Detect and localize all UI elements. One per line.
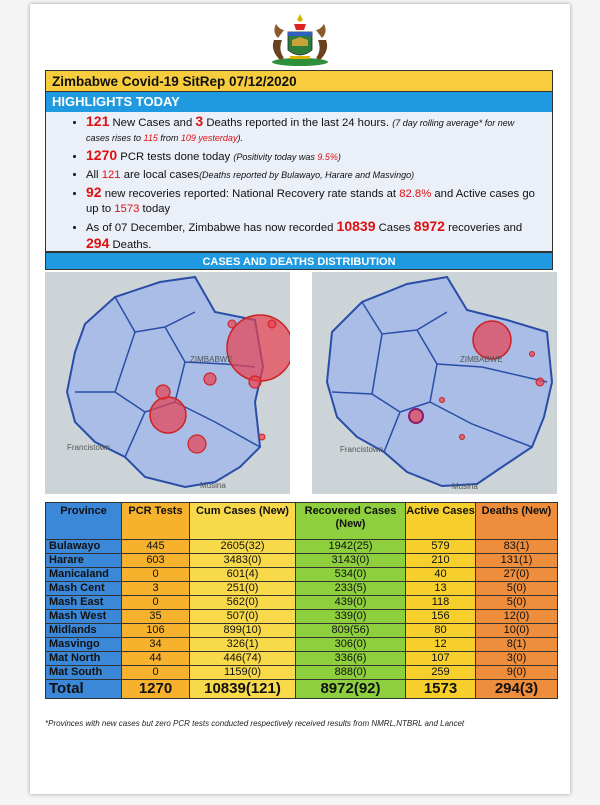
cell-active: 156 — [406, 610, 476, 624]
report-title: Zimbabwe Covid-19 SitRep 07/12/2020 — [45, 70, 553, 92]
text: Deaths. — [109, 238, 152, 251]
cumulative-cases: 10839 — [336, 218, 376, 234]
cell-deaths: 83(1) — [476, 540, 558, 554]
cases-map — [45, 272, 290, 494]
total-pcr: 1270 — [122, 680, 190, 699]
local-cases-count: 121 — [101, 168, 121, 181]
header-deaths: Deaths (New) — [476, 503, 558, 540]
note: (Deaths reported by Bulawayo, Harare and Masvingo) — [199, 169, 415, 180]
text: today — [139, 202, 171, 215]
deaths-map — [312, 272, 557, 494]
text: recoveries and — [444, 222, 523, 234]
pcr-tests-count: 1270 — [86, 147, 118, 163]
text: PCR tests done today — [117, 151, 234, 163]
cell-deaths: 5(0) — [476, 582, 558, 596]
table-row — [46, 596, 558, 610]
cell-province: Bulawayo — [46, 540, 122, 554]
new-recoveries-count: 92 — [86, 184, 102, 200]
cell-recovered: 439(0) — [296, 596, 406, 610]
coat-of-arms — [260, 10, 340, 68]
cumulative-deaths: 294 — [86, 234, 110, 251]
table-total-row — [46, 680, 558, 699]
cell-province: Masvingo — [46, 638, 122, 652]
header-province: Province — [46, 503, 122, 540]
bubble-harare — [227, 315, 290, 381]
cell-cum-cases: 446(74) — [190, 652, 296, 666]
country-outline — [327, 277, 552, 486]
text: Deaths reported in the last 24 hours. — [203, 117, 393, 129]
label-country: ZIMBABWE — [190, 355, 233, 364]
cell-recovered: 534(0) — [296, 568, 406, 582]
note: from — [157, 132, 181, 143]
distribution-heading: CASES AND DEATHS DISTRIBUTION — [45, 252, 553, 270]
highlight-local-cases — [86, 168, 540, 183]
cell-pcr-tests: 35 — [122, 610, 190, 624]
cell-active: 259 — [406, 666, 476, 680]
cell-pcr-tests: 34 — [122, 638, 190, 652]
cell-deaths: 27(0) — [476, 568, 558, 582]
cell-pcr-tests: 0 — [122, 666, 190, 680]
highlight-pcr-tests — [86, 148, 540, 165]
cell-cum-cases: 562(0) — [190, 596, 296, 610]
cell-cum-cases: 251(0) — [190, 582, 296, 596]
cell-recovered: 888(0) — [296, 666, 406, 680]
cell-recovered: 336(6) — [296, 652, 406, 666]
bubble-mat-south — [188, 435, 206, 453]
cell-cum-cases: 3483(0) — [190, 554, 296, 568]
cell-pcr-tests: 445 — [122, 540, 190, 554]
cell-active: 107 — [406, 652, 476, 666]
table-row — [46, 554, 558, 568]
table-row — [46, 652, 558, 666]
cell-province: Harare — [46, 554, 122, 568]
table-row — [46, 624, 558, 638]
table-header-row — [46, 503, 558, 540]
new-cases-count: 121 — [86, 113, 110, 129]
cell-recovered: 339(0) — [296, 610, 406, 624]
cell-province: Mash West — [46, 610, 122, 624]
cell-active: 210 — [406, 554, 476, 568]
total-label: Total — [46, 680, 122, 699]
rolling-average-now: 115 — [143, 132, 158, 143]
note: (Positivity today was — [233, 152, 318, 162]
table-row — [46, 610, 558, 624]
cell-recovered: 3143(0) — [296, 554, 406, 568]
bubble-mash-east-deaths — [530, 352, 535, 357]
cell-recovered: 1942(25) — [296, 540, 406, 554]
table-row — [46, 638, 558, 652]
table-row — [46, 568, 558, 582]
cell-deaths: 10(0) — [476, 624, 558, 638]
cell-active: 80 — [406, 624, 476, 638]
cell-cum-cases: 326(1) — [190, 638, 296, 652]
cell-province: Mat South — [46, 666, 122, 680]
cell-pcr-tests: 3 — [122, 582, 190, 596]
cell-recovered: 306(0) — [296, 638, 406, 652]
total-recovered: 8972(92) — [296, 680, 406, 699]
text: New Cases and — [109, 117, 196, 129]
country-outline — [67, 277, 263, 487]
cell-cum-cases: 2605(32) — [190, 540, 296, 554]
table-row — [46, 582, 558, 596]
bubble-bulawayo-deaths — [409, 409, 423, 423]
bubble-midlands-deaths — [440, 398, 445, 403]
total-deaths: 294(3) — [476, 680, 558, 699]
cumulative-recoveries: 8972 — [413, 218, 445, 234]
label-country: ZIMBABWE — [460, 355, 503, 364]
header-pcr-tests: PCR Tests — [122, 503, 190, 540]
sitrep-page — [30, 4, 570, 794]
text: and Active cases go up to — [86, 188, 535, 215]
bubble-mat-north — [156, 385, 170, 399]
cell-pcr-tests: 44 — [122, 652, 190, 666]
text: new recoveries reported: National Recovery rate stands at — [101, 188, 400, 200]
cell-pcr-tests: 0 — [122, 596, 190, 610]
note: (7 day rolling average* for new cases rises to — [86, 118, 515, 143]
text: are local cases — [120, 168, 200, 181]
note: ). — [237, 132, 243, 143]
label-francistown: Francistown — [340, 445, 384, 454]
cell-recovered: 809(56) — [296, 624, 406, 638]
cell-deaths: 9(0) — [476, 666, 558, 680]
cell-active: 40 — [406, 568, 476, 582]
recovery-rate: 82.8% — [399, 188, 432, 200]
table-body — [46, 540, 558, 680]
cell-cum-cases: 507(0) — [190, 610, 296, 624]
label-francistown: Francistown — [67, 443, 111, 452]
highlights-heading: HIGHLIGHTS TODAY — [45, 92, 553, 112]
footnote: *Provinces with new cases but zero PCR tests conducted respectively received results from NMRL,NTBRL and Lancet — [45, 719, 465, 728]
highlight-cumulative — [86, 219, 540, 252]
note: ) — [337, 152, 341, 162]
new-deaths-count: 3 — [195, 113, 204, 129]
bubble-harare-deaths — [473, 321, 511, 359]
cell-pcr-tests: 0 — [122, 568, 190, 582]
text: As of 07 December, Zimbabwe has now recorded — [86, 222, 337, 234]
text: Cases — [375, 222, 414, 234]
cell-deaths: 3(0) — [476, 652, 558, 666]
header-cum-cases: Cum Cases (New) — [190, 503, 296, 540]
cell-deaths: 8(1) — [476, 638, 558, 652]
bubble-manicaland-deaths — [536, 378, 544, 386]
cell-pcr-tests: 603 — [122, 554, 190, 568]
total-cum-cases: 10839(121) — [190, 680, 296, 699]
cell-active: 118 — [406, 596, 476, 610]
total-active: 1573 — [406, 680, 476, 699]
cell-province: Mash Cent — [46, 582, 122, 596]
table-row — [46, 540, 558, 554]
bubble-mash-east — [268, 320, 276, 328]
cell-province: Mash East — [46, 596, 122, 610]
cell-active: 579 — [406, 540, 476, 554]
bubble-masvingo-deaths — [460, 435, 465, 440]
highlight-new-cases — [86, 114, 540, 145]
cell-cum-cases: 899(10) — [190, 624, 296, 638]
label-musina: Musina — [452, 482, 478, 491]
cell-province: Midlands — [46, 624, 122, 638]
highlight-recoveries — [86, 185, 540, 216]
bubble-manicaland — [249, 376, 261, 388]
table-row — [46, 666, 558, 680]
cell-recovered: 233(5) — [296, 582, 406, 596]
highlights-box — [45, 112, 553, 252]
cell-deaths: 12(0) — [476, 610, 558, 624]
cell-province: Mat North — [46, 652, 122, 666]
highlights-list — [46, 114, 552, 252]
bubble-mash-west — [228, 320, 236, 328]
bubble-bulawayo — [150, 397, 186, 433]
cell-active: 13 — [406, 582, 476, 596]
text: All — [86, 168, 102, 181]
active-cases-count: 1573 — [114, 202, 140, 215]
cell-cum-cases: 1159(0) — [190, 666, 296, 680]
header-recovered: Recovered Cases (New) — [296, 503, 406, 540]
cell-deaths: 5(0) — [476, 596, 558, 610]
cell-cum-cases: 601(4) — [190, 568, 296, 582]
cell-province: Manicaland — [46, 568, 122, 582]
header-active: Active Cases — [406, 503, 476, 540]
label-musina: Musina — [200, 481, 226, 490]
cell-deaths: 131(1) — [476, 554, 558, 568]
positivity-rate: 9.5% — [317, 152, 338, 162]
bubble-masvingo — [259, 434, 265, 440]
bubble-midlands — [204, 373, 216, 385]
province-table — [45, 502, 558, 699]
rolling-average-prev: 109 yesterday — [180, 132, 238, 143]
cell-pcr-tests: 106 — [122, 624, 190, 638]
cell-active: 12 — [406, 638, 476, 652]
